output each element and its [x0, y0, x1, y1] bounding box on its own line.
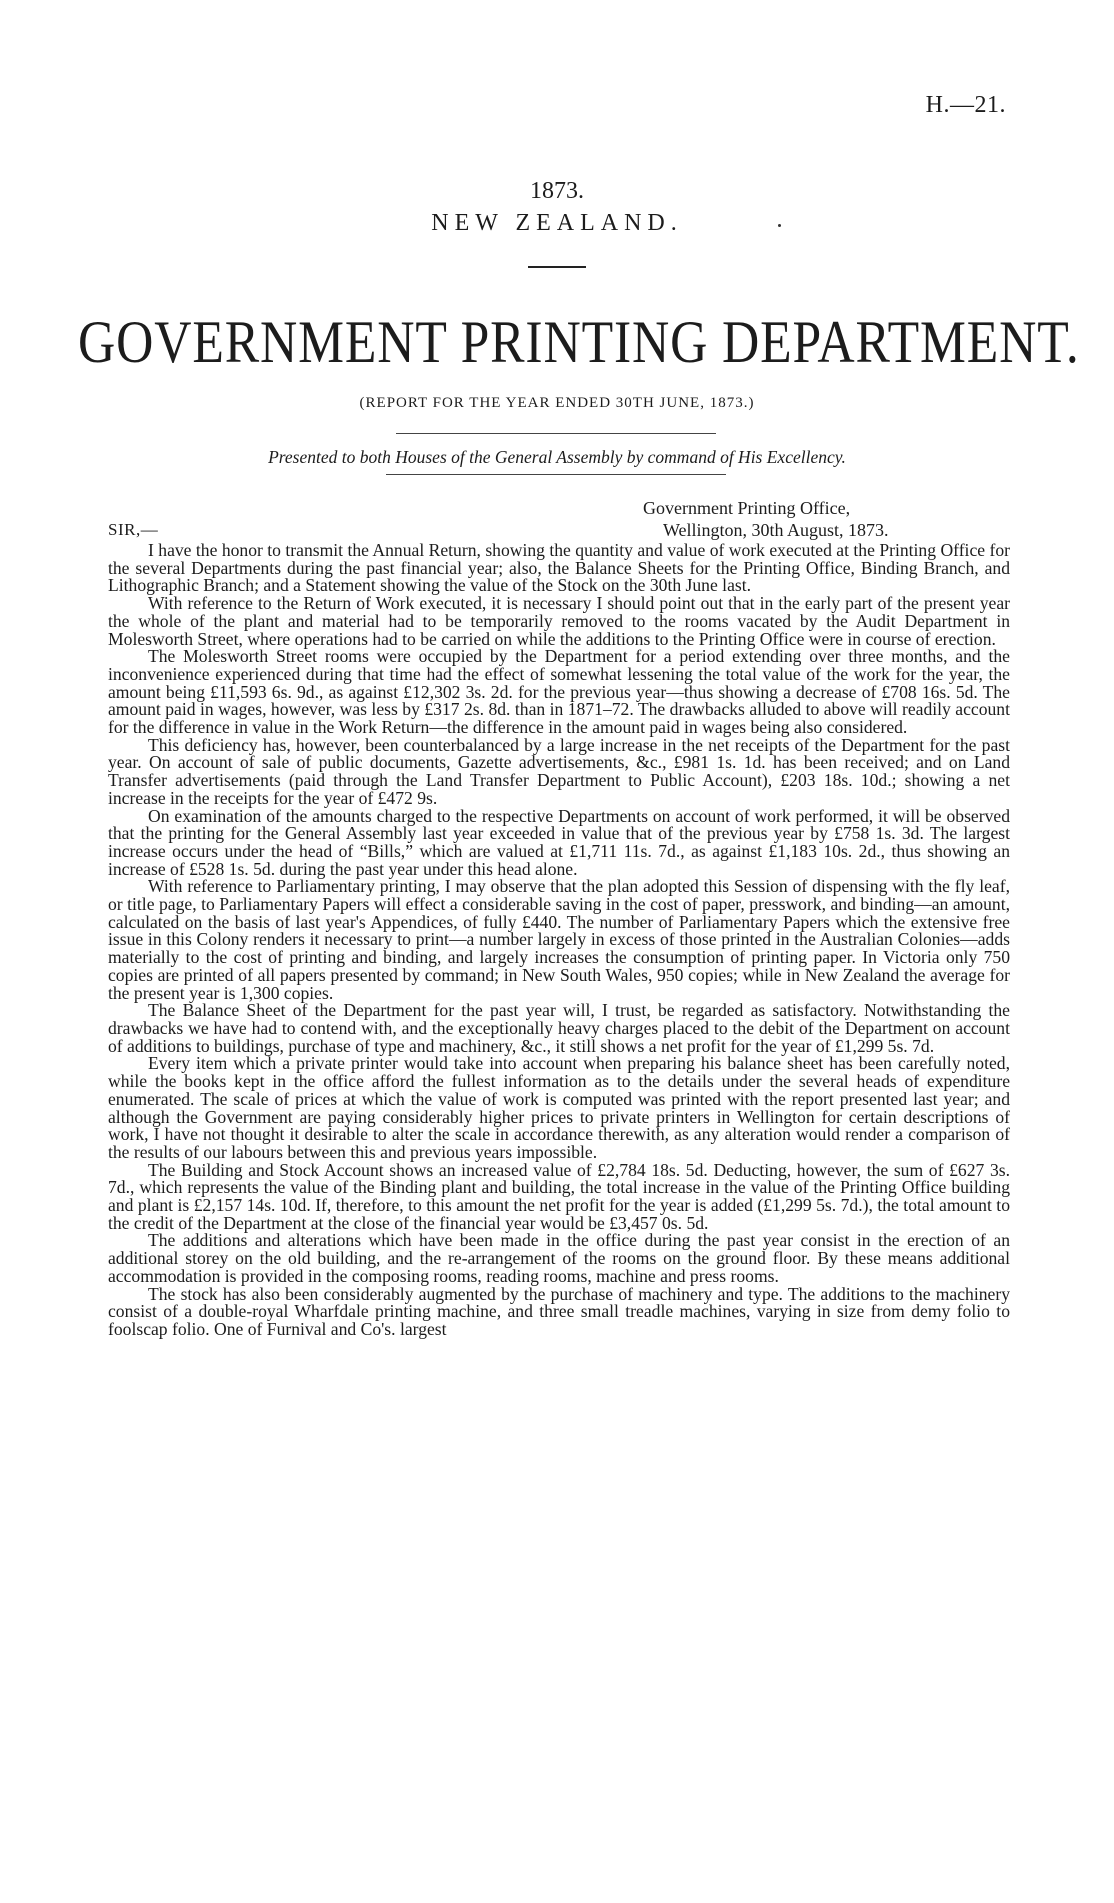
paragraph: I have the honor to transmit the Annual Return, showing the quantity and value of work executed at the Printing Office for the several Departments during the past financial year; also, the Balance Sheets for the Printing Office, Binding Branch, and Lithographic Branch; and a Statement showing the value of the Stock on the 30th June last. [108, 540, 1010, 596]
divider-upper [396, 433, 716, 434]
paragraph: With reference to Parliamentary printing, I may observe that the plan adopted this Session of dispensing with the fly leaf, or title page, to Parliamentary Papers will effect a considerable saving in the cost of paper, presswork, and binding—an amount, calculated on the basis of last year's Appendices, of fully £440. The number of Parliamentary Papers which the extensive free issue in this Colony renders it necessary to print—a number largely in excess of those printed in the Australian Colonies—adds materially to the cost of printing and binding, and largely increases the consumption of printing paper. In Victoria only 750 copies are printed of all papers presented by command; in New South Wales, 950 copies; while in New Zealand the average for the present year is 1,300 copies. [108, 876, 1010, 1003]
paragraph: With reference to the Return of Work executed, it is necessary I should point out that in the early part of the present year the whole of the plant and material had to be temporarily removed to the rooms vacated by the Audit Department in Molesworth Street, where operations had to be carried on while the additions to the Printing Office were in course of erection. [108, 593, 1010, 649]
salutation: SIR,— [108, 520, 159, 539]
address-line-2: Wellington, 30th August, 1873. [663, 520, 889, 540]
short-divider [528, 266, 586, 268]
print-speck [778, 224, 781, 227]
paragraph: The Building and Stock Account shows an increased value of £2,784 18s. 5d. Deducting, however, the sum of £627 3s. 7d., which represents the value of the Binding plant and building, the total increase in the value of the Printing Office building and plant is £2,157 14s. 10d. If, therefore, to this amount the net profit for the year is added (£1,299 5s. 7d.), the total amount to the credit of the Department at the close of the financial year would be £3,457 0s. 5d. [108, 1159, 1010, 1233]
document-year: 1873. [530, 178, 584, 204]
document-code: H.—21. [925, 92, 1006, 118]
paragraph: The Molesworth Street rooms were occupied by the Department for a period extending over three months, and the inconvenience experienced during that time had the effect of somewhat lessening the total value of the work for the year, the amount being £11,593 6s. 9d., as against £12,302 3s. 2d. for the previous year—thus showing a decrease of £708 16s. 5d. The amount paid in wages, however, was less by £317 2s. 8d. than in 1871–72. The drawbacks alluded to above will readily account for the difference in value in the Work Return—the difference in the amount paid in wages being also considered. [108, 646, 1010, 738]
country-heading: NEW ZEALAND. [431, 210, 683, 236]
address-line-1: Government Printing Office, [643, 498, 851, 518]
paragraph: On examination of the amounts charged to the respective Departments on account of work performed, it will be observed that the printing for the General Assembly last year exceeded in value that of the previous year by £758 1s. 3d. The largest increase occurs under the head of “Bills,” which are valued at £1,711 11s. 7d., as against £1,183 10s. 2d., thus showing an increase of £528 1s. 5d. during the past year under this head alone. [108, 805, 1010, 879]
paragraph: The Balance Sheet of the Department for the past year will, I trust, be regarded as satisfactory. Notwithstanding the drawbacks we have had to contend with, and the exceptionally heavy charges placed to the debit of the Department on account of additions to buildings, purchase of type and machinery, &c., it still shows a net profit for the year of £1,299 5s. 7d. [108, 1000, 1010, 1056]
presented-note: Presented to both Houses of the General Assembly by command of His Excellency. [268, 447, 846, 467]
report-subtitle: (REPORT FOR THE YEAR ENDED 30TH JUNE, 1873.) [359, 395, 755, 411]
paragraph: This deficiency has, however, been counterbalanced by a large increase in the net receipts of the Department for the past year. On account of sale of public documents, Gazette advertisements, &c., £981 1s. 1d. has been received; and on Land Transfer advertisements (paid through the Land Transfer Department to Public Account), £203 18s. 10d.; showing a net increase in the receipts for the year of £472 9s. [108, 734, 1010, 808]
paragraph: The stock has also been considerably augmented by the purchase of machinery and type. The additions to the machinery consist of a double-royal Wharfdale printing machine, and three small treadle machines, varying in size from demy folio to foolscap folio. One of Furnival and Co's. largest [108, 1283, 1010, 1339]
letter-body [108, 542, 1010, 1339]
divider-lower [386, 474, 726, 475]
paragraph: The additions and alterations which have been made in the office during the past year consist in the erection of an additional storey on the old building, and the re-arrangement of the rooms on the ground floor. By these means additional accommodation is provided in the composing rooms, reading rooms, machine and press rooms. [108, 1230, 1010, 1286]
paragraph: Every item which a private printer would take into account when preparing his balance sheet has been carefully noted, while the books kept in the office afford the fullest information as to the details under the several heads of expenditure enumerated. The scale of prices at which the value of work is computed was printed with the report presented last year; and although the Government are paying considerably higher prices to private printers in Wellington for certain descriptions of work, I have not thought it desirable to alter the scale in accordance therewith, as any alteration would render a comparison of the results of our labours between this and previous years impossible. [108, 1053, 1010, 1162]
page-title: GOVERNMENT PRINTING DEPARTMENT. [77, 309, 1080, 375]
